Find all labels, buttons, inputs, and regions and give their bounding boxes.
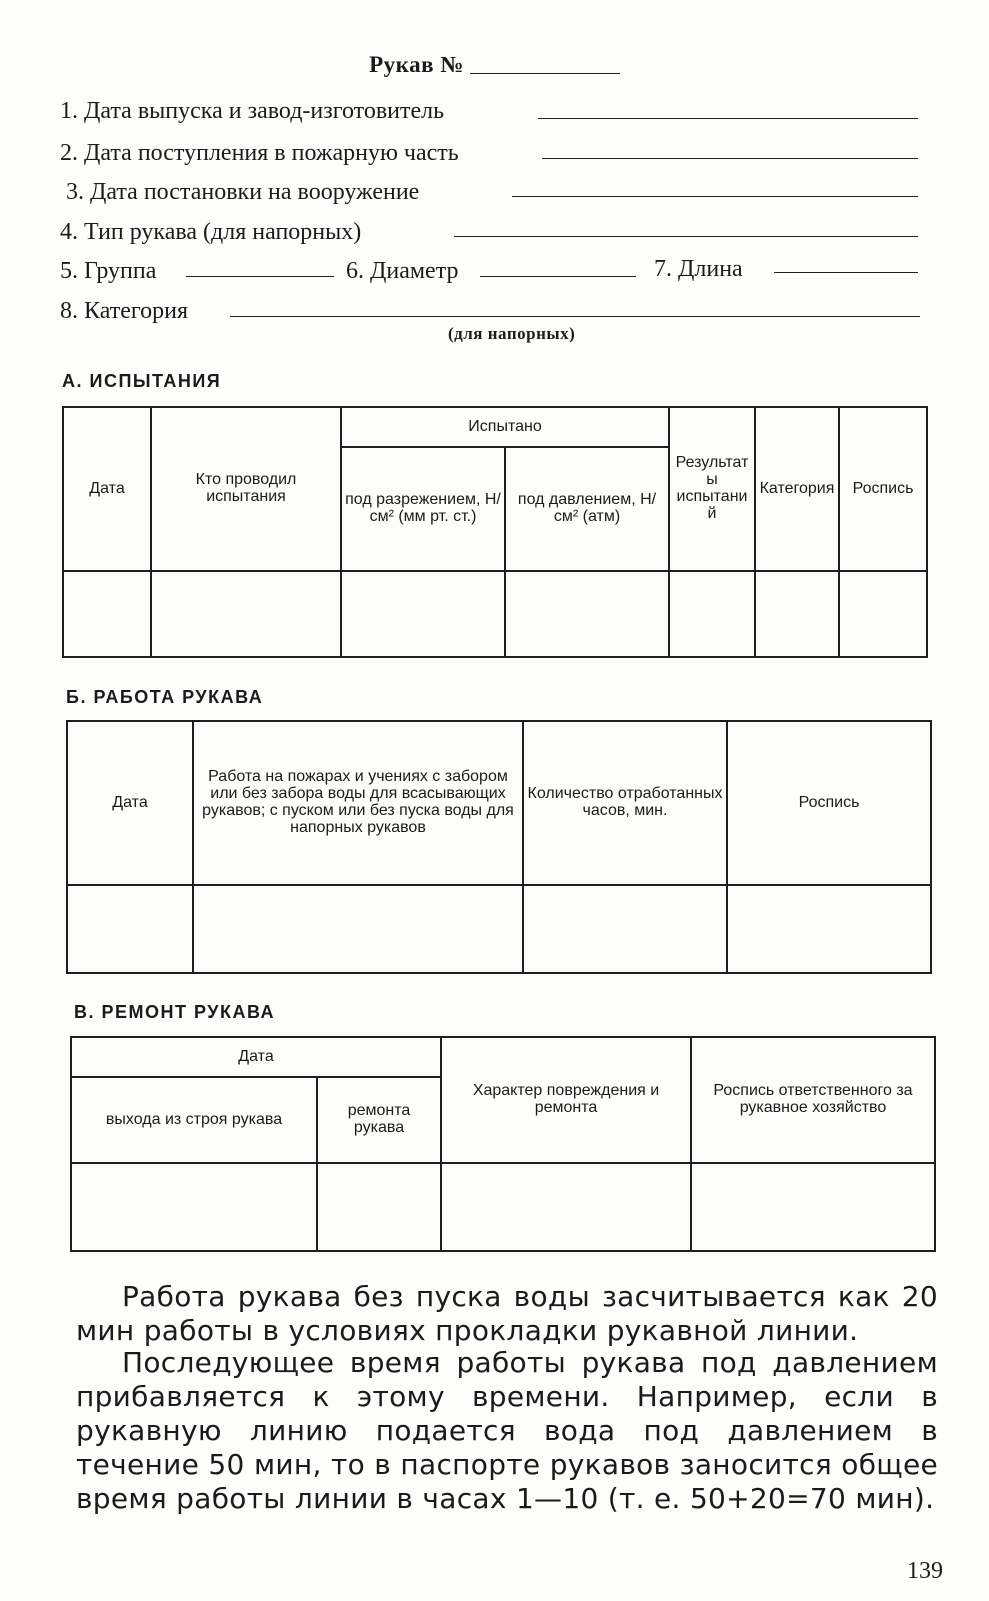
col-date: Дата [67,721,193,885]
col-results: Результаты испытаний [669,407,755,571]
cell-out-date [71,1163,317,1251]
cell-who [151,571,341,657]
field-length-line [774,272,918,273]
paragraph-1: Работа рукава без пуска воды засчитывается как 20 мин работы в условиях прокладки рукавной линии. [76,1280,938,1347]
field-group-line [186,276,334,277]
field-diameter-line [480,276,636,277]
section-c-heading: В. РЕМОНТ РУКАВА [74,1002,276,1022]
cell-signature [727,885,931,973]
repair-table [70,1036,936,1252]
tests-table [62,406,928,658]
field-service-date-line [512,196,918,197]
col-tested: Испытано [341,407,669,447]
field-service-date: 3. Дата постановки на вооружение [66,179,420,205]
field-arrival-date: 2. Дата поступления в пожарную часть [60,140,459,166]
field-length: 7. Длина [654,256,743,282]
field-diameter: 6. Диаметр [346,258,459,284]
field-arrival-date-line [542,158,918,159]
cell-pressure [505,571,669,657]
col-vacuum: под разрежением, Н/см² (мм рт. ст.) [341,447,505,571]
cell-hours [523,885,727,973]
table-row [63,571,927,657]
col-damage-nature: Характер повреждения и ремонта [441,1037,691,1163]
cell-signature [839,571,927,657]
cell-date [63,571,151,657]
col-hours: Количество отработанных часов, мин. [523,721,727,885]
cell-category [755,571,839,657]
field-hose-type: 4. Тип рукава (для напорных) [60,219,362,245]
field-release-date-line [538,118,918,119]
page-title [0,52,989,78]
title-blank-line [470,73,620,74]
field-category-line [230,316,920,317]
cell-results [669,571,755,657]
cell-vacuum [341,571,505,657]
col-category: Категория [755,407,839,571]
table-row [71,1163,935,1251]
paragraph-2: Последующее время работы рукава под давлением прибавляется к этому времени. Например, если в рукавную линию подается вода под давлением в течение 50 мин, то в паспорте рукавов заносится общее время работы линии в часах 1—10 (т. е. 50+20=70 мин). [76,1346,938,1515]
cell-date [67,885,193,973]
col-signature: Роспись [839,407,927,571]
title-text: Рукав № [369,52,464,77]
cell-nature [441,1163,691,1251]
col-repair-date: ремонта рукава [317,1077,441,1163]
col-work: Работа на пожарах и учениях с забором или без забора воды для всасывающих рукавов; с пуском или без пуска воды для напорных рукавов [193,721,523,885]
col-date: Дата [71,1037,441,1077]
col-who-tested: Кто проводил испытания [151,407,341,571]
field-group: 5. Группа [60,258,157,284]
section-b-heading: Б. РАБОТА РУКАВА [66,687,264,707]
cell-work [193,885,523,973]
col-pressure: под давлением, Н/см² (атм) [505,447,669,571]
field-hose-type-line [454,236,918,237]
field-category-note: (для напорных) [448,324,576,343]
table-row [67,885,931,973]
work-table [66,720,932,974]
field-release-date: 1. Дата выпуска и завод-изготовитель [60,98,445,124]
page-number: 139 [907,1558,943,1584]
col-out-of-service-date: выхода из строя рукава [71,1077,317,1163]
col-responsible-signature: Роспись ответственного за рукавное хозяйство [691,1037,935,1163]
cell-signature [691,1163,935,1251]
cell-repair-date [317,1163,441,1251]
col-date: Дата [63,407,151,571]
field-category: 8. Категория [60,298,188,324]
col-signature: Роспись [727,721,931,885]
section-a-heading: А. ИСПЫТАНИЯ [62,371,222,391]
